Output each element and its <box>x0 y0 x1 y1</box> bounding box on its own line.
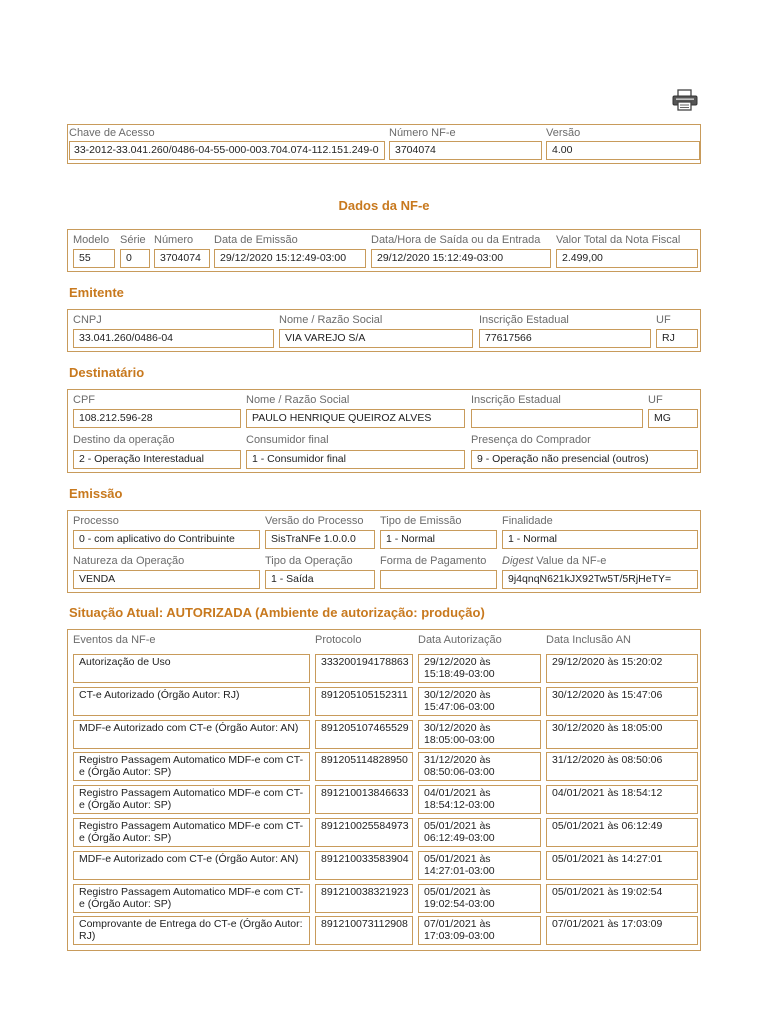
events-box <box>67 629 701 951</box>
protocolo-field: 891210038321923 <box>315 884 413 913</box>
destinatario-uf-label: UF <box>648 394 663 406</box>
emitente-nome-label: Nome / Razão Social <box>279 314 383 326</box>
data-inclusao-field: 07/01/2021 às 17:03:09 <box>546 916 698 945</box>
dados-nfe-box <box>67 229 701 272</box>
print-icon[interactable] <box>670 88 700 112</box>
event-name-field: MDF-e Autorizado com CT-e (Órgão Autor: AN) <box>73 720 310 749</box>
protocolo-field: 891210025584973 <box>315 818 413 847</box>
event-name-field: MDF-e Autorizado com CT-e (Órgão Autor: AN) <box>73 851 310 880</box>
col-eventos-header: Eventos da NF-e <box>73 634 156 646</box>
dados-nfe-title: Dados da NF-e <box>338 198 430 213</box>
destinatario-uf-field: MG <box>648 409 698 428</box>
emitente-nome-field: VIA VAREJO S/A <box>279 329 473 348</box>
event-name-field: Registro Passagem Automatico MDF-e com CT-e (Órgão Autor: SP) <box>73 785 310 814</box>
digest-value-field: 9j4qnqN621kJX92Tw5T/5RjHeTY= <box>502 570 698 589</box>
data-inclusao-field: 30/12/2020 às 18:05:00 <box>546 720 698 749</box>
versao-processo-field: SisTraNFe 1.0.0.0 <box>265 530 375 549</box>
natureza-operacao-field: VENDA <box>73 570 260 589</box>
numero-field: 3704074 <box>154 249 210 268</box>
chave-acesso-label: Chave de Acesso <box>69 127 155 139</box>
cnpj-field: 33.041.260/0486-04 <box>73 329 274 348</box>
emitente-box <box>67 309 701 352</box>
emissao-title: Emissão <box>69 486 123 501</box>
emitente-ie-field: 77617566 <box>479 329 651 348</box>
data-inclusao-field: 29/12/2020 às 15:20:02 <box>546 654 698 683</box>
emissao-box <box>67 510 701 593</box>
chave-acesso-box <box>67 124 701 164</box>
destinatario-ie-field <box>471 409 643 428</box>
protocolo-field: 891205105152311 <box>315 687 413 716</box>
data-autorizacao-field: 04/01/2021 às 18:54:12-03:00 <box>418 785 541 814</box>
col-autorizacao-header: Data Autorização <box>418 634 502 646</box>
tipo-operacao-label: Tipo da Operação <box>265 555 353 567</box>
versao-processo-label: Versão do Processo <box>265 515 364 527</box>
col-protocolo-header: Protocolo <box>315 634 362 646</box>
data-autorizacao-field: 29/12/2020 às 15:18:49-03:00 <box>418 654 541 683</box>
event-name-field: Registro Passagem Automatico MDF-e com CT-e (Órgão Autor: SP) <box>73 752 310 781</box>
destinatario-title: Destinatário <box>69 365 145 380</box>
data-emissao-field: 29/12/2020 15:12:49-03:00 <box>214 249 366 268</box>
modelo-field: 55 <box>73 249 115 268</box>
emitente-ie-label: Inscrição Estadual <box>479 314 569 326</box>
numero-nfe-field: 3704074 <box>389 141 542 160</box>
data-autorizacao-field: 30/12/2020 às 18:05:00-03:00 <box>418 720 541 749</box>
data-autorizacao-field: 05/01/2021 às 14:27:01-03:00 <box>418 851 541 880</box>
forma-pagamento-label: Forma de Pagamento <box>380 555 487 567</box>
data-autorizacao-field: 05/01/2021 às 19:02:54-03:00 <box>418 884 541 913</box>
data-autorizacao-field: 07/01/2021 às 17:03:09-03:00 <box>418 916 541 945</box>
destinatario-nome-label: Nome / Razão Social <box>246 394 350 406</box>
presenca-comprador-label: Presença do Comprador <box>471 434 591 446</box>
finalidade-label: Finalidade <box>502 515 553 527</box>
processo-field: 0 - com aplicativo do Contribuinte <box>73 530 260 549</box>
finalidade-field: 1 - Normal <box>502 530 698 549</box>
serie-field: 0 <box>120 249 150 268</box>
valor-total-field: 2.499,00 <box>556 249 698 268</box>
event-name-field: Comprovante de Entrega do CT-e (Órgão Autor: RJ) <box>73 916 310 945</box>
emitente-uf-field: RJ <box>656 329 698 348</box>
data-autorizacao-field: 31/12/2020 às 08:50:06-03:00 <box>418 752 541 781</box>
event-name-field: Registro Passagem Automatico MDF-e com CT-e (Órgão Autor: SP) <box>73 884 310 913</box>
processo-label: Processo <box>73 515 119 527</box>
data-inclusao-field: 30/12/2020 às 15:47:06 <box>546 687 698 716</box>
consumidor-final-label: Consumidor final <box>246 434 329 446</box>
data-saida-label: Data/Hora de Saída ou da Entrada <box>371 234 541 246</box>
serie-label: Série <box>120 234 146 246</box>
versao-field: 4.00 <box>546 141 700 160</box>
destino-operacao-label: Destino da operação <box>73 434 175 446</box>
emitente-title: Emitente <box>69 285 124 300</box>
digest-word: Digest <box>502 555 534 567</box>
situacao-title: Situação Atual: AUTORIZADA (Ambiente de autorização: produção) <box>69 605 485 620</box>
event-name-field: Registro Passagem Automatico MDF-e com CT-e (Órgão Autor: SP) <box>73 818 310 847</box>
data-autorizacao-field: 05/01/2021 às 06:12:49-03:00 <box>418 818 541 847</box>
numero-label: Número <box>154 234 194 246</box>
data-inclusao-field: 05/01/2021 às 06:12:49 <box>546 818 698 847</box>
destino-operacao-field: 2 - Operação Interestadual <box>73 450 241 469</box>
cnpj-label: CNPJ <box>73 314 102 326</box>
cpf-label: CPF <box>73 394 95 406</box>
protocolo-field: 891205114828950 <box>315 752 413 781</box>
data-autorizacao-field: 30/12/2020 às 15:47:06-03:00 <box>418 687 541 716</box>
destinatario-nome-field: PAULO HENRIQUE QUEIROZ ALVES <box>246 409 465 428</box>
digest-label-rest: Value da NF-e <box>533 555 607 567</box>
consumidor-final-field: 1 - Consumidor final <box>246 450 465 469</box>
data-inclusao-field: 05/01/2021 às 19:02:54 <box>546 884 698 913</box>
protocolo-field: 891205107465529 <box>315 720 413 749</box>
tipo-emissao-field: 1 - Normal <box>380 530 497 549</box>
digest-value-label <box>502 555 606 568</box>
event-name-field: Autorização de Uso <box>73 654 310 683</box>
destinatario-box <box>67 389 701 473</box>
data-emissao-label: Data de Emissão <box>214 234 298 246</box>
chave-acesso-field: 33-2012-33.041.260/0486-04-55-000-003.704.074-112.151.249-0 <box>69 141 385 160</box>
protocolo-field: 891210033583904 <box>315 851 413 880</box>
cpf-field: 108.212.596-28 <box>73 409 241 428</box>
data-inclusao-field: 05/01/2021 às 14:27:01 <box>546 851 698 880</box>
natureza-operacao-label: Natureza da Operação <box>73 555 185 567</box>
numero-nfe-label: Número NF-e <box>389 127 456 139</box>
data-inclusao-field: 31/12/2020 às 08:50:06 <box>546 752 698 781</box>
data-inclusao-field: 04/01/2021 às 18:54:12 <box>546 785 698 814</box>
col-inclusao-header: Data Inclusão AN <box>546 634 631 646</box>
emitente-uf-label: UF <box>656 314 671 326</box>
protocolo-field: 891210013846633 <box>315 785 413 814</box>
versao-label: Versão <box>546 127 581 139</box>
data-saida-field: 29/12/2020 15:12:49-03:00 <box>371 249 551 268</box>
presenca-comprador-field: 9 - Operação não presencial (outros) <box>471 450 698 469</box>
forma-pagamento-field <box>380 570 497 589</box>
valor-total-label: Valor Total da Nota Fiscal <box>556 234 681 246</box>
protocolo-field: 333200194178863 <box>315 654 413 683</box>
event-name-field: CT-e Autorizado (Órgão Autor: RJ) <box>73 687 310 716</box>
modelo-label: Modelo <box>73 234 110 246</box>
destinatario-ie-label: Inscrição Estadual <box>471 394 561 406</box>
protocolo-field: 891210073112908 <box>315 916 413 945</box>
tipo-operacao-field: 1 - Saída <box>265 570 375 589</box>
tipo-emissao-label: Tipo de Emissão <box>380 515 462 527</box>
